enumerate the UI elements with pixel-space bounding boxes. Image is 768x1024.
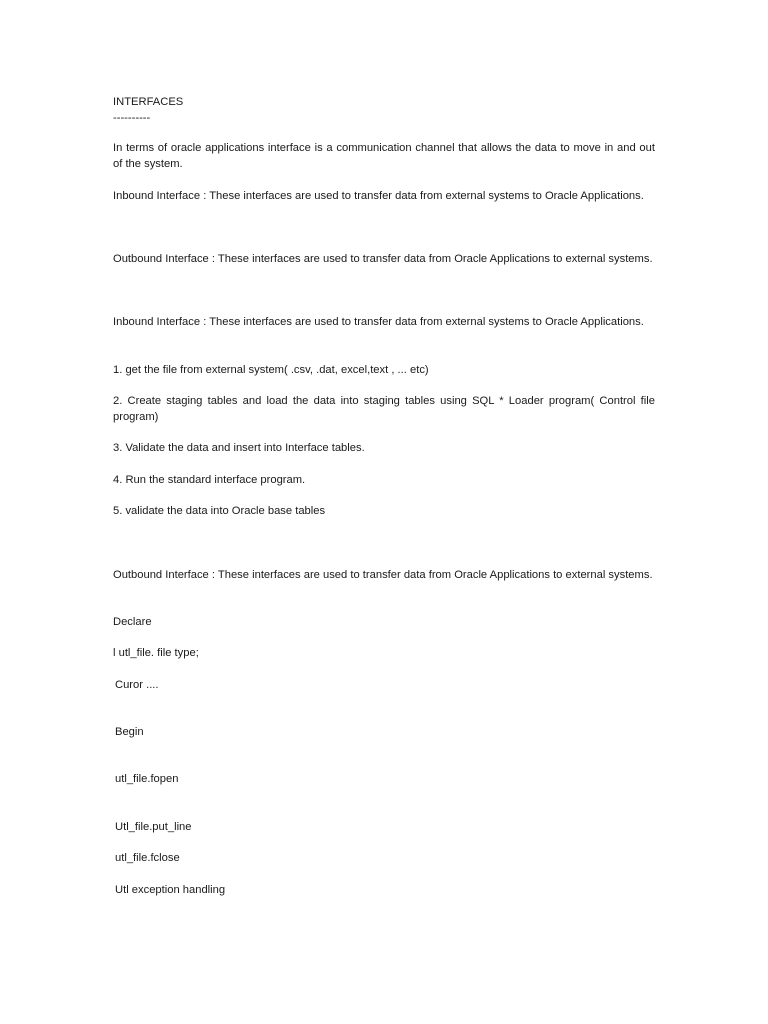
step-4: 4. Run the standard interface program. — [113, 474, 306, 486]
intro-paragraph: In terms of oracle applications interface is a communication channel that allows the data to move in and out of the system. — [113, 142, 655, 170]
title-underline: ---------- — [113, 112, 151, 124]
document-title: INTERFACES — [113, 96, 184, 108]
code-cursor: Curor .... — [115, 679, 159, 691]
inbound-definition-2: Inbound Interface : These interfaces are used to transfer data from external systems to Oracle Applications. — [113, 316, 644, 328]
code-exception-handling: Utl exception handling — [115, 884, 226, 896]
code-begin: Begin — [115, 726, 144, 738]
code-declare: Declare — [113, 616, 152, 628]
step-5: 5. validate the data into Oracle base tables — [113, 505, 326, 517]
outbound-definition-1: Outbound Interface : These interfaces are used to transfer data from Oracle Applications to external systems. — [113, 253, 653, 265]
code-fclose: utl_file.fclose — [115, 852, 180, 864]
code-put-line: Utl_file.put_line — [115, 821, 192, 833]
inbound-definition-1: Inbound Interface : These interfaces are used to transfer data from external systems to Oracle Applications. — [113, 190, 644, 202]
step-3: 3. Validate the data and insert into Interface tables. — [113, 442, 365, 454]
step-2: 2. Create staging tables and load the data into staging tables using SQL * Loader program( Control file program) — [113, 395, 655, 423]
code-file-type: l utl_file. file type; — [113, 647, 199, 659]
code-fopen: utl_file.fopen — [115, 773, 179, 785]
step-1: 1. get the file from external system( .csv, .dat, excel,text , ... etc) — [113, 364, 429, 376]
outbound-definition-2: Outbound Interface : These interfaces are used to transfer data from Oracle Applications to external systems. — [113, 569, 653, 581]
